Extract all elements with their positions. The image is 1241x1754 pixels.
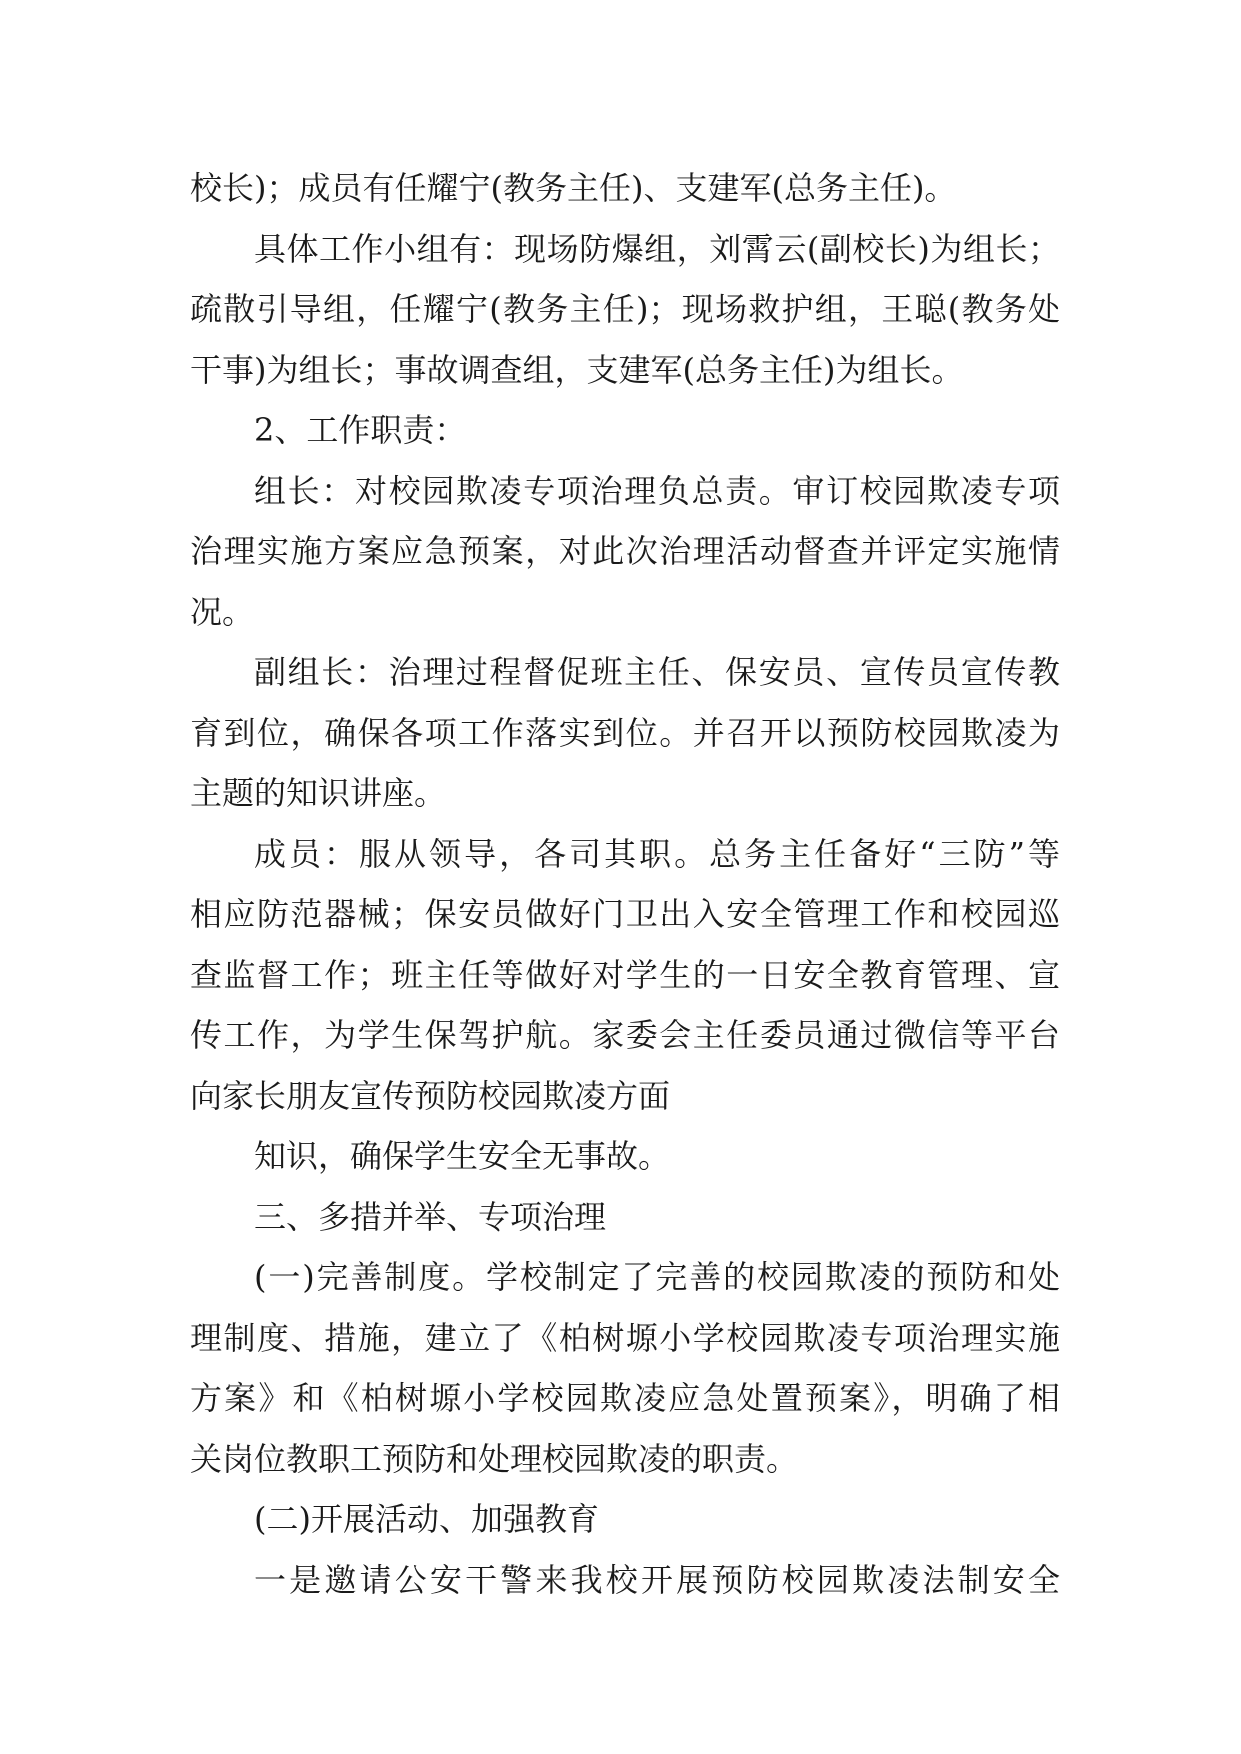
text-line: 副组长：治理过程督促班主任、保安员、宣传员宣传教	[254, 653, 1060, 691]
text-line: 关岗位教职工预防和处理校园欺凌的职责。	[190, 1439, 799, 1478]
text-line: 查监督工作；班主任等做好对学生的一日安全教育管理、宣	[190, 955, 1060, 994]
text-line: 育到位，确保各项工作落实到位。并召开以预防校园欺凌为	[190, 713, 1060, 752]
text-line: 相应防范器械；保安员做好门卫出入安全管理工作和校园巡	[190, 895, 1060, 933]
text-line: 一是邀请公安干警来我校开展预防校园欺凌法制安全	[254, 1560, 1060, 1599]
text-line: 组长：对校园欺凌专项治理负总责。审订校园欺凌专项	[254, 471, 1060, 510]
text-line: 向家长朋友宣传预防校园欺凌方面	[190, 1076, 671, 1115]
text-line: 治理实施方案应急预案，对此次治理活动督查并评定实施情	[190, 532, 1060, 570]
text-line: 校长)；成员有任耀宁(教务主任)、支建军(总务主任)。	[190, 169, 957, 207]
text-line: 知识，确保学生安全无事故。	[254, 1137, 671, 1175]
text-line: 疏散引导组，任耀宁(教务主任)；现场救护组，王聪(教务处	[190, 290, 1060, 328]
text-line: 成员：服从领导，各司其职。总务主任备好“三防”等	[254, 834, 1060, 873]
text-line: (一)完善制度。学校制定了完善的校园欺凌的预防和处	[254, 1258, 1060, 1296]
text-line: 传工作，为学生保驾护航。家委会主任委员通过微信等平台	[190, 1016, 1060, 1054]
text-line: 理制度、措施，建立了《柏树塬小学校园欺凌专项治理实施	[190, 1318, 1060, 1357]
text-line: 具体工作小组有：现场防爆组，刘霄云(副校长)为组长；	[254, 229, 1060, 268]
text-line: 干事)为组长；事故调查组，支建军(总务主任)为组长。	[190, 350, 964, 389]
text-line: 况。	[190, 592, 255, 631]
text-line: 主题的知识讲座。	[190, 774, 447, 812]
text-line: (二)开展活动、加强教育	[254, 1500, 599, 1538]
text-line: 2、工作职责：	[254, 411, 467, 449]
text-line: 三、多措并举、专项治理	[254, 1197, 607, 1236]
document-body	[190, 158, 1060, 1610]
text-line: 方案》和《柏树塬小学校园欺凌应急处置预案》，明确了相	[190, 1379, 1060, 1417]
